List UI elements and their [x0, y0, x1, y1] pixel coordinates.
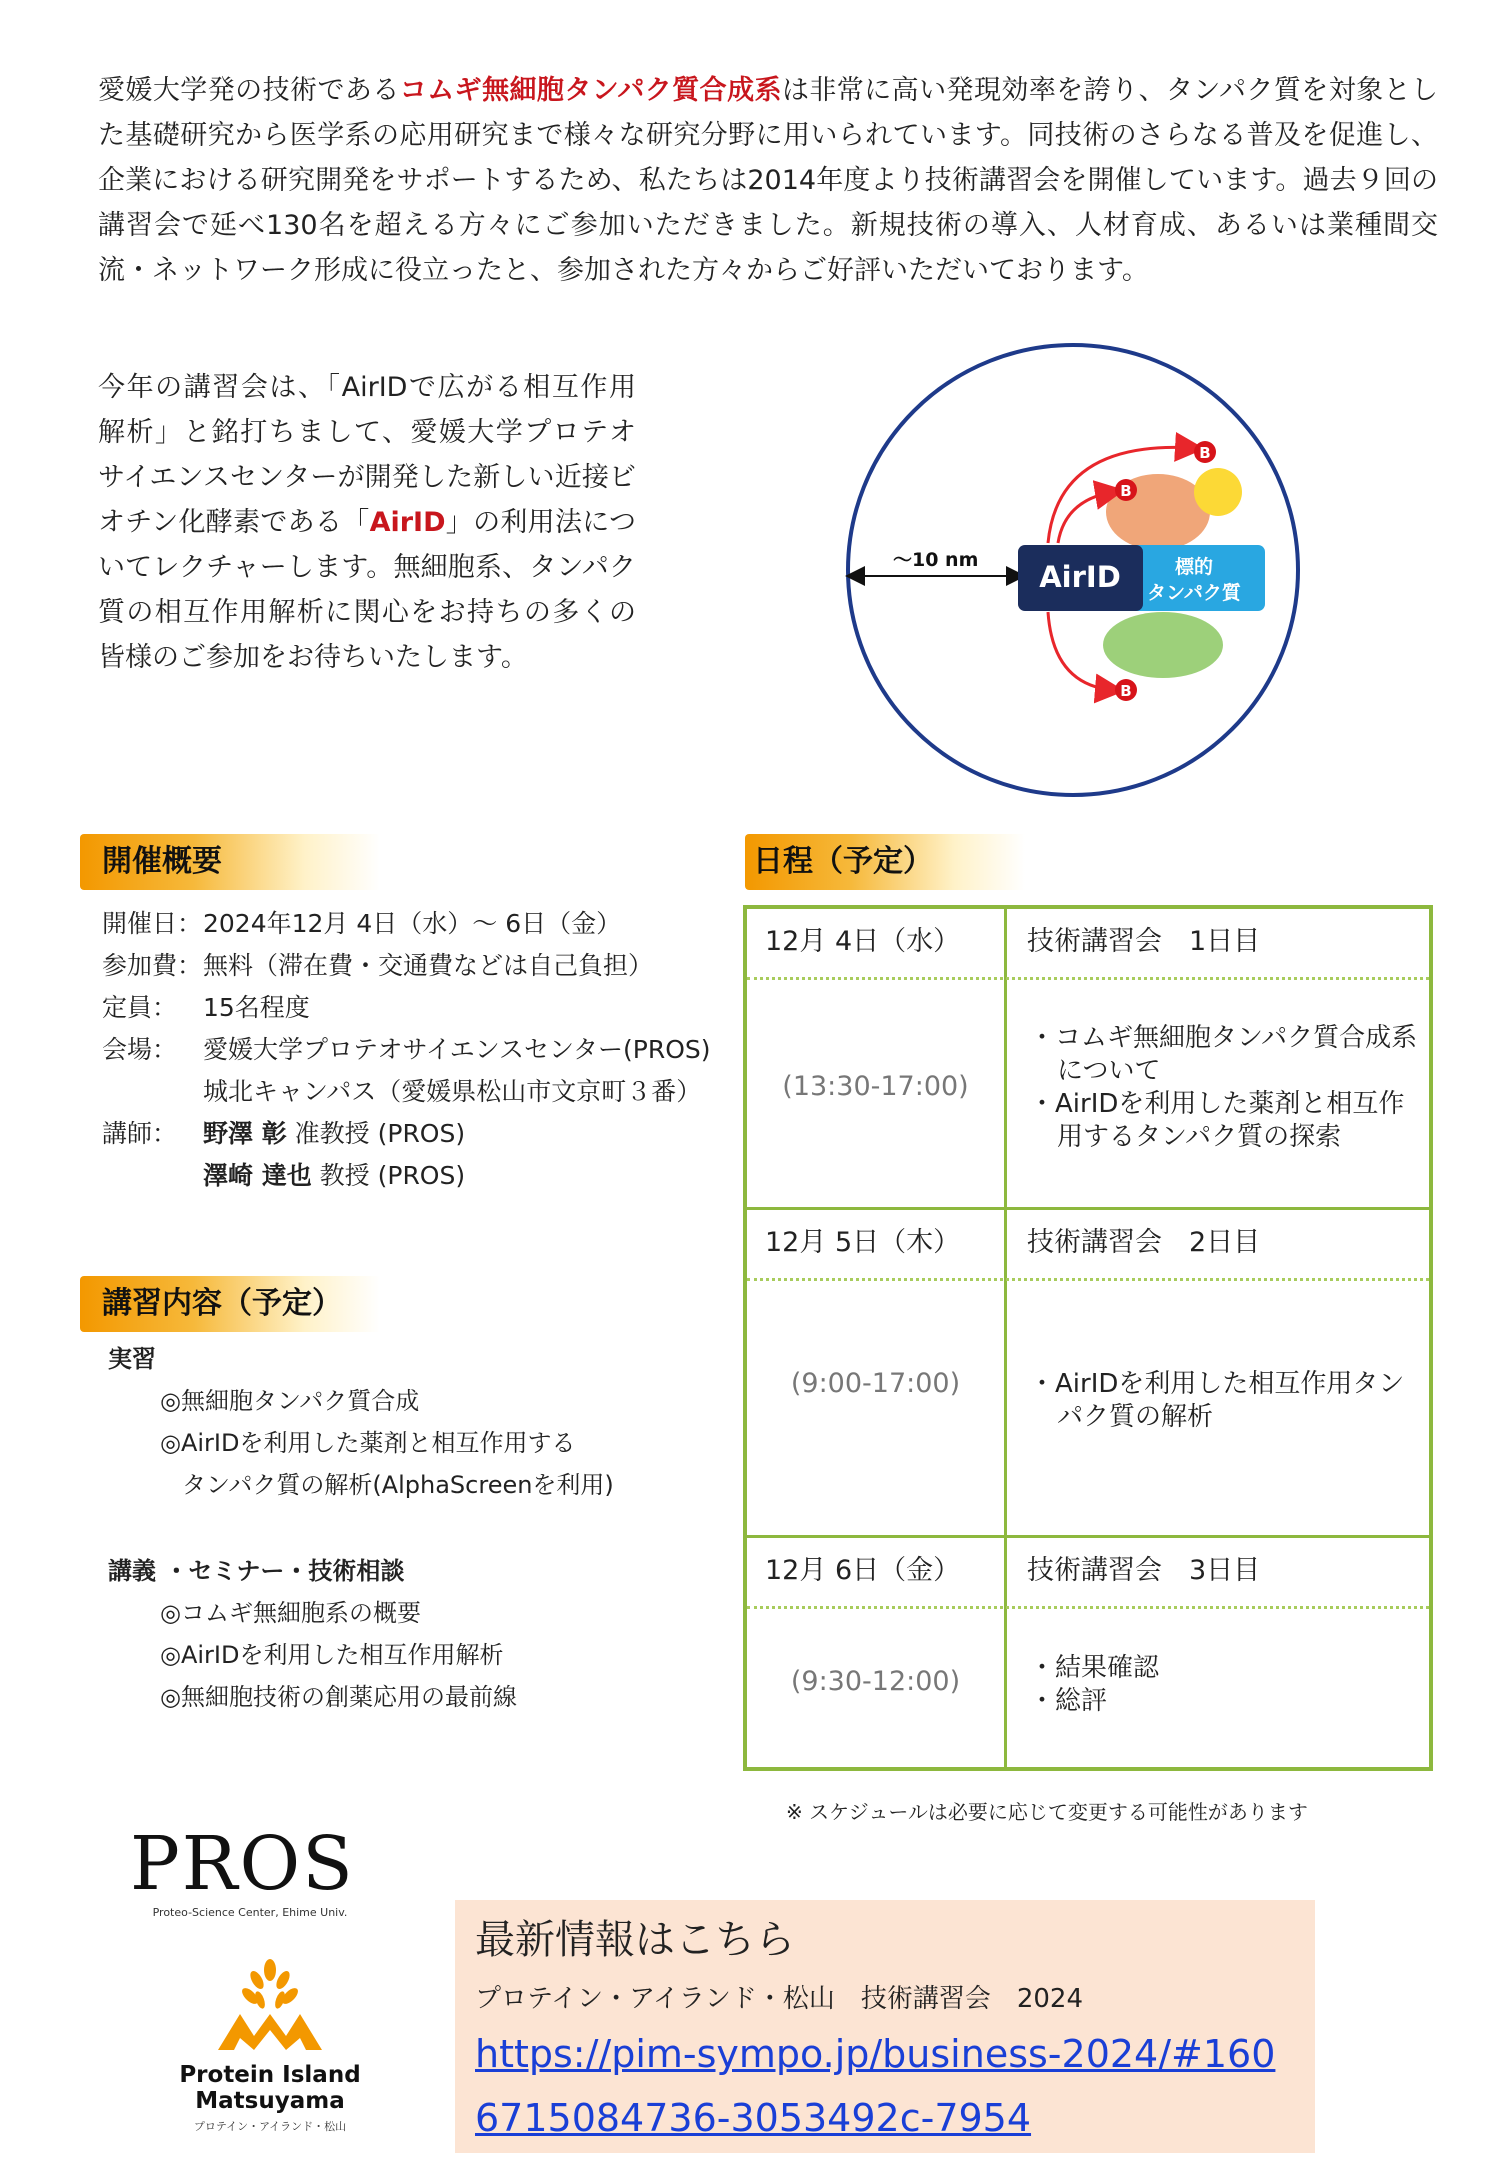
schedule-date: 12月 5日（木） [765, 1227, 961, 1258]
overview-value: 15名程度 [203, 993, 310, 1022]
overview-row [102, 1029, 742, 1071]
overview-label: 参加費： [102, 951, 203, 980]
overview-value: 2024年12月 4日（水）～ 6日（金） [203, 909, 622, 938]
schedule-items [1029, 1652, 1424, 1718]
list-item: ・AirIDを利用した相互作用タンパク質の解析 [1029, 1369, 1405, 1432]
info-title: 最新情報はこちら [475, 1917, 795, 1963]
schedule-time: (13:30-17:00) [782, 1071, 969, 1102]
lecturer-name: 澤崎 達也 [203, 1161, 312, 1190]
lecturer-title: 准教授 (PROS) [286, 1119, 466, 1148]
schedule-date: 12月 4日（水） [765, 926, 961, 957]
pros-logo-subtitle: Proteo-Science Center, Ehime Univ. [152, 1906, 348, 1919]
wheat-icon [210, 1958, 330, 2054]
intro-highlight: コムギ無細胞タンパク質合成系 [399, 75, 782, 106]
overview-list [102, 903, 742, 1197]
green-protein [1103, 612, 1223, 678]
schedule-time: (9:00-17:00) [790, 1368, 961, 1399]
schedule-day [747, 1535, 1429, 1771]
info-url-link[interactable]: https://pim-sympo.jp/business-2024/#1606715084736-3053492c-7954 [475, 2032, 1276, 2140]
list-item: ◎無細胞技術の創薬応用の最前線 [160, 1683, 517, 1711]
airid-enzyme-label: AirID [1039, 560, 1121, 594]
biotin-marker [1115, 679, 1137, 701]
list-item: ・総評 [1029, 1686, 1108, 1716]
list-item: ・結果確認 [1029, 1653, 1160, 1683]
list-item: タンパク質の解析(AlphaScreenを利用) [182, 1471, 614, 1499]
biotin-arrow-2 [1058, 492, 1113, 543]
overview-label: 定員： [102, 993, 178, 1022]
list-item: ◎AirIDを利用した薬剤と相互作用する [160, 1429, 576, 1457]
svg-text:B: B [1120, 482, 1132, 500]
intro-rest: は非常に高い発現効率を誇り、タンパク質を対象とした基礎研究から医学系の応用研究まで様々な研究分野に用いられています。同技術のさらなる普及を促進し、企業における研究開発をサポートするため、私たちは2014年度より技術講習会を開催しています。過去９回の講習会で延べ130名を超える方々にご参加いただきました。新規技術の導入、人材育成、あるいは業種間交流・ネットワーク形成に役立ったと、参加された方々からご好評いただいております。 [98, 75, 1439, 286]
biotin-marker [1194, 441, 1216, 463]
list-item: ◎AirIDを利用した相互作用解析 [160, 1641, 504, 1669]
overview-row [102, 945, 742, 987]
overview-row [102, 1071, 742, 1113]
para2-rest: 」の利用法についてレクチャーします。無細胞系、タンパク質の相互作用解析に関心をお持ちの多くの皆様のご参加をお待ちいたします。 [98, 507, 636, 673]
schedule-time: (9:30-12:00) [790, 1666, 961, 1697]
airid-diagram [843, 340, 1303, 800]
schedule-day [747, 1207, 1429, 1535]
schedule-items [1029, 1022, 1424, 1154]
biotin-arrow-3 [1048, 612, 1113, 690]
schedule-note: ※ スケジュールは必要に応じて変更する可能性があります [786, 1800, 1308, 1824]
course-content [108, 1338, 728, 1718]
list-item: ・コムギ無細胞タンパク質合成系について [1029, 1023, 1418, 1086]
intro-prefix: 愛媛大学発の技術である [98, 75, 400, 106]
list-item: ◎無細胞タンパク質合成 [160, 1387, 420, 1415]
lecturers-label: 講師： [102, 1119, 178, 1148]
overview-heading: 開催概要 [80, 834, 380, 890]
content-heading: 講習内容（予定） [80, 1276, 380, 1332]
lecture-heading: 講義 ・セミナー・技術相談 [108, 1557, 405, 1585]
lecturer-row [102, 1113, 742, 1155]
svg-text:B: B [1199, 444, 1211, 462]
lecturer-row [102, 1155, 742, 1197]
overview-label: 開催日： [102, 909, 203, 938]
biotin-marker [1115, 479, 1137, 501]
distance-label: ～10 nm [893, 549, 979, 571]
target-label-line1: 標的 [1174, 556, 1214, 578]
event-description [98, 365, 636, 680]
overview-value: 無料（滞在費・交通費などは自己負担） [203, 951, 654, 980]
schedule-title: 技術講習会 3日目 [1027, 1555, 1261, 1586]
overview-row [102, 987, 742, 1029]
pim-logo [110, 1958, 430, 2134]
schedule-table [743, 905, 1433, 1771]
lecturer-title: 教授 (PROS) [311, 1161, 466, 1190]
lecturer-name: 野澤 彰 [203, 1119, 287, 1148]
schedule-title: 技術講習会 1日目 [1027, 926, 1261, 957]
overview-label: 会場： [102, 1035, 178, 1064]
pros-logo-word: PROS [130, 1821, 355, 1907]
overview-value: 城北キャンパス（愛媛県松山市文京町３番） [203, 1077, 702, 1106]
schedule-date: 12月 6日（金） [765, 1555, 961, 1586]
schedule-day [747, 909, 1429, 1207]
overview-row [102, 903, 742, 945]
info-box [455, 1900, 1315, 2153]
para2-prefix: 今年の講習会は、「AirIDで広がる相互作用解析」と銘打ちまして、愛媛大学プロテオサイエンスセンターが開発した新しい近接ビオチン化酵素である「 [98, 372, 636, 538]
intro-paragraph [98, 68, 1438, 293]
overview-label [102, 1071, 203, 1113]
para2-highlight: AirID [369, 507, 446, 538]
pim-logo-subtitle: プロテイン・アイランド・松山 [193, 2120, 347, 2133]
info-event: プロテイン・アイランド・松山 技術講習会 2024 [475, 1984, 1084, 2014]
list-item: ・AirIDを利用した薬剤と相互作用するタンパク質の探索 [1029, 1089, 1405, 1152]
schedule-heading: 日程（予定） [745, 834, 1025, 890]
pim-logo-name: Protein Island Matsuyama [179, 2062, 361, 2114]
schedule-items [1029, 1368, 1424, 1434]
svg-text:B: B [1120, 682, 1132, 700]
target-label-line2: タンパク質 [1147, 582, 1241, 604]
schedule-title: 技術講習会 2日目 [1027, 1227, 1261, 1258]
overview-value: 愛媛大学プロテオサイエンスセンター(PROS) [203, 1035, 711, 1064]
list-item: ◎コムギ無細胞系の概要 [160, 1599, 421, 1627]
yellow-protein [1194, 468, 1242, 516]
pros-logo [130, 1821, 390, 1919]
practice-heading: 実習 [108, 1345, 156, 1373]
